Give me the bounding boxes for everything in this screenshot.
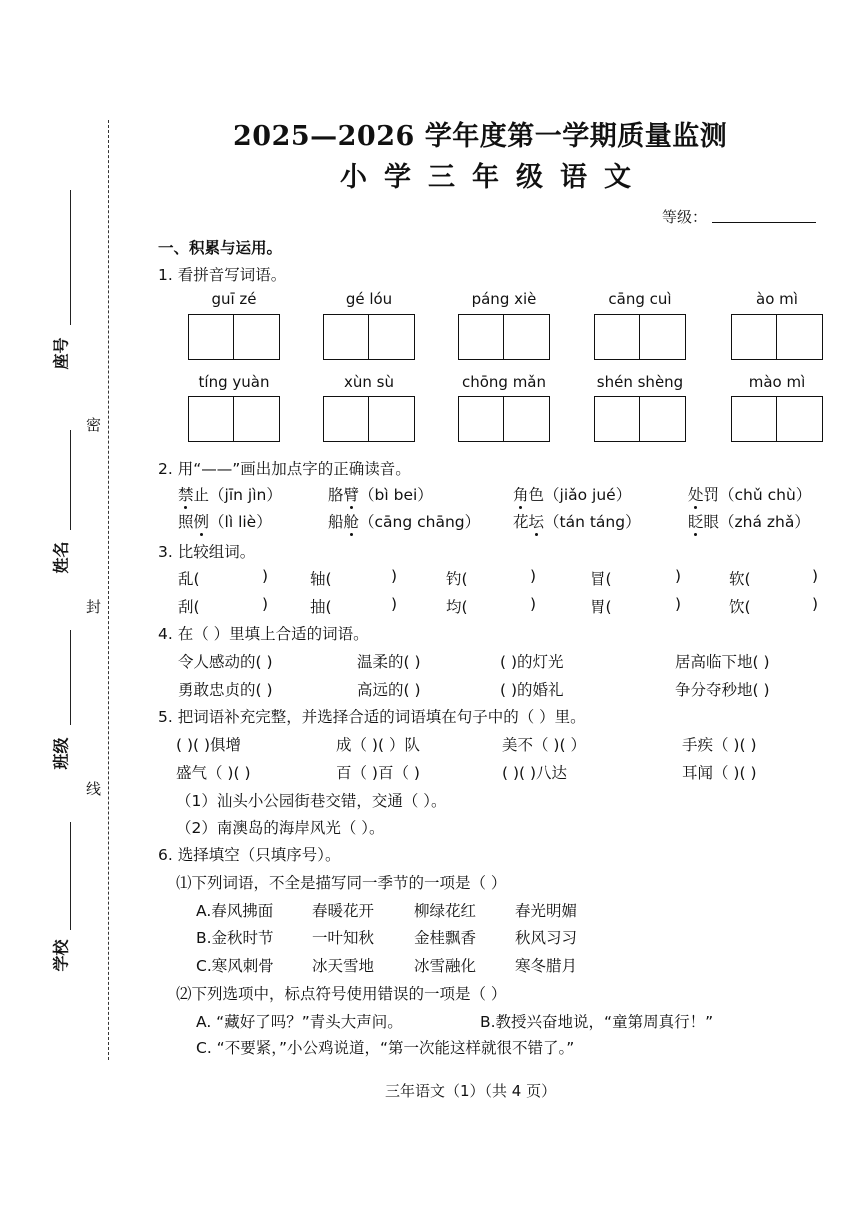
fill-phrase[interactable]: 令人感动的( ) [178, 653, 273, 671]
compare-char[interactable]: 冒( [590, 570, 612, 588]
reading-options: （jīn jìn） [209, 486, 282, 504]
idiom-blank[interactable]: 盛气（ )( ) [176, 764, 251, 782]
idiom-blank[interactable]: 美不（ )( ） [502, 736, 586, 754]
idiom-blank[interactable]: 成（ )( ）队 [336, 736, 420, 754]
choice-phrase: 春光明媚 [515, 902, 578, 920]
idiom-blank[interactable]: ( )( )八达 [502, 764, 568, 782]
pinyin-label: tíng yuàn [198, 373, 270, 391]
q6-sub2[interactable]: ⑵下列选项中，标点符号使用错误的一项是（ ） [176, 985, 507, 1003]
binding-dashed-line [108, 120, 109, 1060]
compare-char[interactable]: 轴( [310, 570, 332, 588]
q5-sentence-1[interactable]: （1）汕头小公园街巷交错，交通（ ）。 [176, 792, 447, 810]
pinyin-label: ào mì [756, 290, 798, 308]
choice-phrase: 柳绿花红 [414, 902, 477, 920]
q2-title: 2. 用“——”画出加点字的正确读音。 [158, 460, 411, 478]
fill-phrase[interactable]: 勇敢忠贞的( ) [178, 681, 273, 699]
q6-option-a: A. “藏好了吗？”青头大声问。 [196, 1013, 403, 1031]
reading-options: （cāng chāng） [359, 513, 481, 531]
class-field[interactable] [70, 630, 71, 725]
pinyin-label: páng xiè [471, 290, 537, 308]
reading-options: （chǔ chù） [719, 486, 812, 504]
compare-char[interactable]: 乱( [178, 570, 200, 588]
idiom-blank[interactable]: 百（ )百（ ) [336, 764, 420, 782]
q5-sentence-2[interactable]: （2）南澳岛的海岸风光（ ）。 [176, 819, 385, 837]
reading-item[interactable] [513, 483, 631, 505]
reading-word: 禁止 [178, 486, 210, 504]
choice-phrase: C.寒风刺骨 [196, 957, 274, 975]
name-label: 姓名 [51, 541, 71, 574]
answer-grid[interactable] [188, 314, 280, 360]
answer-grid[interactable] [731, 396, 823, 442]
compare-char[interactable]: 抽( [310, 598, 332, 616]
reading-options: （jiǎo jué） [544, 486, 632, 504]
close-paren: ) [391, 595, 398, 613]
reading-item[interactable] [178, 483, 282, 505]
reading-word: 处罚 [688, 486, 720, 504]
reading-word: 船舱 [328, 513, 360, 531]
reading-item[interactable] [328, 510, 480, 532]
reading-item[interactable] [178, 510, 272, 532]
reading-options: （bì bei） [359, 486, 433, 504]
q1-title: 1. 看拼音写词语。 [158, 266, 287, 284]
reading-word: 角色 [513, 486, 545, 504]
seal-char-xian: 线 [86, 780, 102, 798]
pinyin-label: xùn sù [344, 373, 394, 391]
seal-char-mi: 密 [86, 416, 102, 434]
answer-grid[interactable] [188, 396, 280, 442]
answer-grid[interactable] [458, 396, 550, 442]
close-paren: ) [675, 595, 682, 613]
compare-char[interactable]: 均( [446, 598, 468, 616]
answer-grid[interactable] [323, 314, 415, 360]
fill-phrase[interactable]: 居高临下地( ) [675, 653, 770, 671]
reading-word: 眨眼 [688, 513, 720, 531]
answer-grid[interactable] [731, 314, 823, 360]
choice-phrase: 春暖花开 [312, 902, 375, 920]
choice-phrase: 寒冬腊月 [515, 957, 578, 975]
fill-phrase[interactable]: 争分夺秒地( ) [675, 681, 770, 699]
pinyin-label: chōng mǎn [461, 373, 547, 391]
idiom-blank[interactable]: ( )( )俱增 [176, 736, 242, 754]
seat-number-field[interactable] [70, 190, 71, 325]
close-paren: ) [675, 567, 682, 585]
idiom-blank[interactable]: 手疾（ )( ) [682, 736, 757, 754]
name-field[interactable] [70, 430, 71, 530]
fill-phrase[interactable]: ( )的灯光 [500, 653, 564, 671]
pinyin-label: mào mì [748, 373, 806, 391]
close-paren: ) [812, 567, 819, 585]
answer-grid[interactable] [323, 396, 415, 442]
answer-grid[interactable] [594, 396, 686, 442]
choice-phrase: 冰雪融化 [414, 957, 477, 975]
q6-sub1[interactable]: ⑴下列词语，不全是描写同一季节的一项是（ ） [176, 874, 507, 892]
reading-word: 花坛 [513, 513, 545, 531]
close-paren: ) [530, 595, 537, 613]
pinyin-label: shén shèng [596, 373, 684, 391]
page-subtitle: 小学三年级语文 [340, 162, 648, 193]
page-title: 2025—2026 学年度第一学期质量监测 [233, 121, 728, 152]
fill-phrase[interactable]: 温柔的( ) [357, 653, 421, 671]
answer-grid[interactable] [458, 314, 550, 360]
pinyin-label: guī zé [211, 290, 257, 308]
idiom-blank[interactable]: 耳闻（ )( ) [682, 764, 757, 782]
close-paren: ) [262, 567, 269, 585]
reading-item[interactable] [688, 483, 811, 505]
reading-item[interactable] [328, 483, 433, 505]
compare-char[interactable]: 胃( [590, 598, 612, 616]
compare-char[interactable]: 饮( [729, 598, 751, 616]
school-field[interactable] [70, 822, 71, 930]
compare-char[interactable]: 钓( [446, 570, 468, 588]
grade-label: 等级： [662, 208, 708, 226]
seal-char-feng: 封 [86, 598, 102, 616]
q3-title: 3. 比较组词。 [158, 543, 256, 561]
answer-grid[interactable] [594, 314, 686, 360]
q6-option-b: B.教授兴奋地说，“童第周真行！” [480, 1013, 714, 1031]
q6-title: 6. 选择填空（只填序号）。 [158, 846, 341, 864]
pinyin-label: gé lóu [345, 290, 393, 308]
compare-char[interactable]: 刮( [178, 598, 200, 616]
close-paren: ) [391, 567, 398, 585]
reading-item[interactable] [688, 510, 810, 532]
choice-phrase: 金桂飘香 [414, 929, 477, 947]
reading-item[interactable] [513, 510, 641, 532]
reading-options: （lì liè） [209, 513, 272, 531]
section-title: 一、积累与运用。 [158, 239, 283, 257]
seat-number-label: 座号 [51, 337, 71, 370]
choice-phrase: A.春风拂面 [196, 902, 274, 920]
choice-phrase: 冰天雪地 [312, 957, 375, 975]
q4-title: 4. 在（ ）里填上合适的词语。 [158, 625, 369, 643]
q5-title: 5. 把词语补充完整，并选择合适的词语填在句子中的（ ）里。 [158, 708, 586, 726]
reading-word: 胳臂 [328, 486, 360, 504]
q6-option-c: C. “不要紧，”小公鸡说道，“第一次能这样就很不错了。” [196, 1039, 575, 1057]
page-footer: 三年语文（1）（共 4 页） [385, 1082, 557, 1100]
class-label: 班级 [51, 737, 71, 770]
school-label: 学校 [51, 939, 71, 972]
choice-phrase: 秋风习习 [515, 929, 578, 947]
pinyin-label: cāng cuì [608, 290, 672, 308]
fill-phrase[interactable]: ( )的婚礼 [500, 681, 564, 699]
close-paren: ) [812, 595, 819, 613]
grade-field[interactable] [712, 222, 816, 223]
reading-word: 照例 [178, 513, 210, 531]
reading-options: （tán táng） [544, 513, 641, 531]
close-paren: ) [530, 567, 537, 585]
fill-phrase[interactable]: 高远的( ) [357, 681, 421, 699]
close-paren: ) [262, 595, 269, 613]
reading-options: （zhá zhǎ） [719, 513, 810, 531]
choice-phrase: B.金秋时节 [196, 929, 274, 947]
choice-phrase: 一叶知秋 [312, 929, 375, 947]
compare-char[interactable]: 软( [729, 570, 751, 588]
